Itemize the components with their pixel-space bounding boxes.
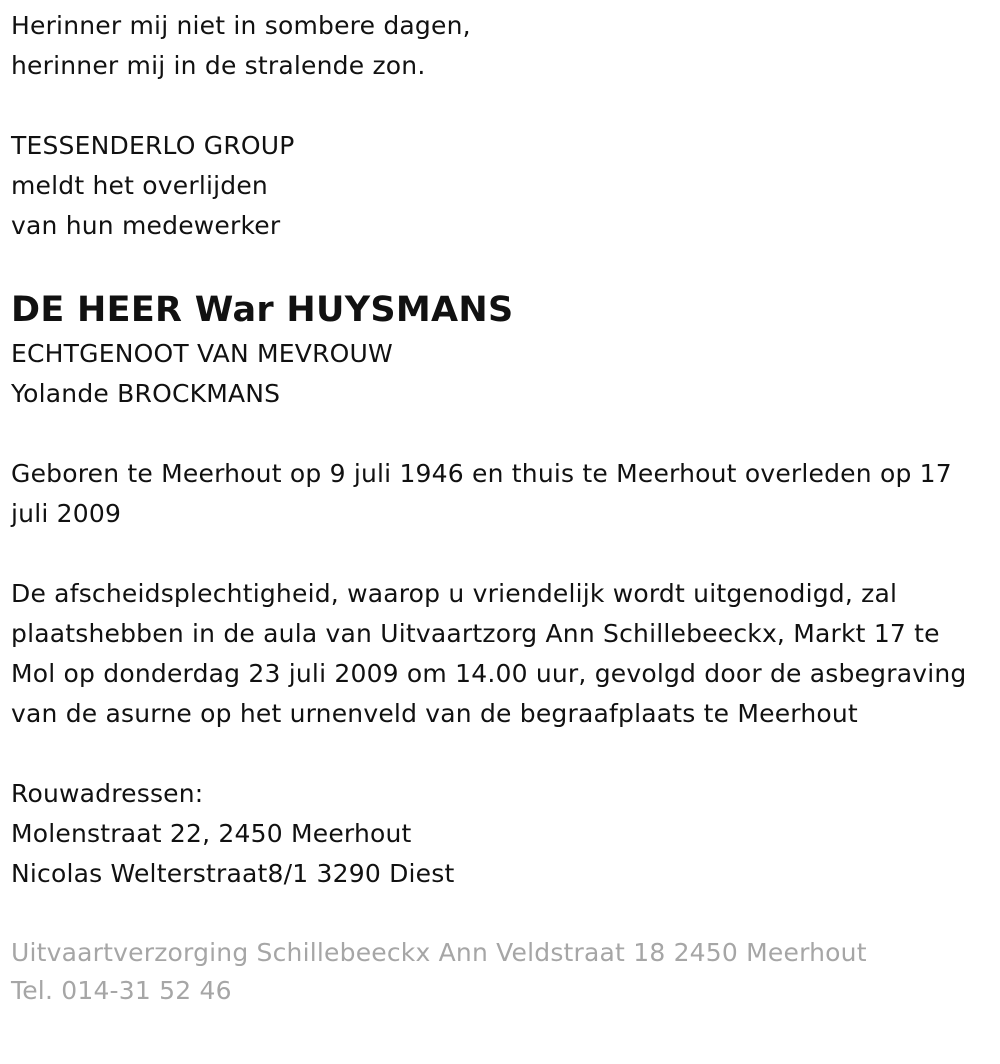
birth-death-paragraph: Geboren te Meerhout op 9 juli 1946 en thuis te Meerhout overleden op 17 juli 2009 bbox=[11, 459, 952, 528]
company-name: TESSENDERLO GROUP bbox=[11, 131, 295, 160]
address-1: Molenstraat 22, 2450 Meerhout bbox=[11, 819, 412, 848]
spacer bbox=[11, 86, 986, 126]
spacer bbox=[11, 246, 986, 283]
relation-line: ECHTGENOOT VAN MEVROUW bbox=[11, 339, 393, 368]
spouse-name: Yolande BROCKMANS bbox=[11, 379, 281, 408]
ceremony-paragraph: De afscheidsplechtigheid, waarop u vriendelijk wordt uitgenodigd, zal plaatshebben in de aula van Uitvaartzorg Ann Schillebeeckx, Markt 17 te Mol op donderdag 23 juli 2009 om 14.00 uur, gevolgd door de asbegraving van de asurne op het urnenveld van de begraafplaats te Meerhout bbox=[11, 579, 967, 728]
spacer bbox=[11, 894, 986, 934]
poem-line-2: herinner mij in de stralende zon. bbox=[11, 51, 426, 80]
undertaker-info: Uitvaartverzorging Schillebeeckx Ann Veldstraat 18 2450 Meerhout bbox=[11, 938, 867, 967]
obituary-notice bbox=[11, 6, 986, 1010]
poem-line-1: Herinner mij niet in sombere dagen, bbox=[11, 11, 471, 40]
address-2: Nicolas Welterstraat8/1 3290 Diest bbox=[11, 859, 455, 888]
announcement-line-2: meldt het overlijden bbox=[11, 171, 268, 200]
footer bbox=[11, 934, 986, 1010]
spacer bbox=[11, 534, 986, 574]
spacer bbox=[11, 734, 986, 774]
announcement-line-3: van hun medewerker bbox=[11, 211, 281, 240]
spacer bbox=[11, 414, 986, 454]
addresses-label: Rouwadressen: bbox=[11, 779, 204, 808]
undertaker-phone: Tel. 014-31 52 46 bbox=[11, 976, 232, 1005]
deceased-name: DE HEER War HUYSMANS bbox=[11, 290, 514, 330]
